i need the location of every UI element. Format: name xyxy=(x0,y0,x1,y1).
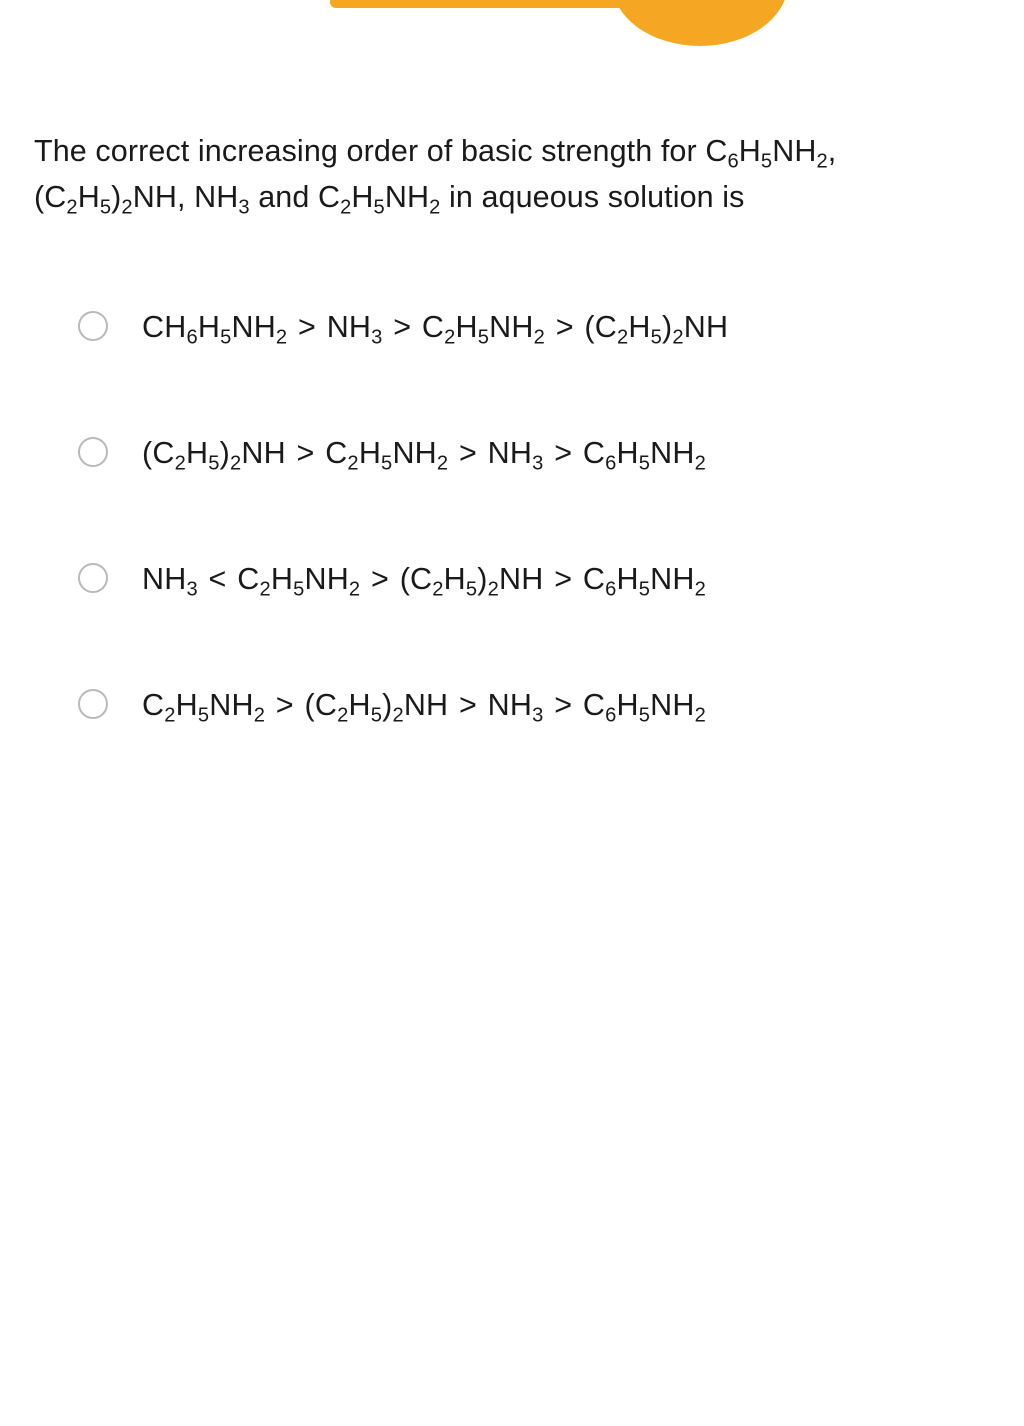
option-b[interactable] xyxy=(34,431,984,475)
option-c-label: $NH_3 < C_2H_5NH_2 > (C_2H_5)_2NH > C_6H_5NH_2$ xyxy=(142,562,706,601)
option-d[interactable] xyxy=(34,683,984,727)
radio-button-a[interactable] xyxy=(78,311,108,341)
option-d-label: $C_2H_5NH_2 > (C_2H_5)_2NH > NH_3 > C_6H_5NH_2$ xyxy=(142,688,706,727)
option-a-label: $CH_6H_5NH_2 > NH_3 > C_2H_5NH_2 > (C_2H_5)_2NH$ xyxy=(142,309,729,349)
options-list xyxy=(34,305,984,728)
radio-button-d[interactable] xyxy=(78,689,108,719)
question-text: The correct increasing order of basic strength for $C_6H_5NH_2$, $(C_2H_5)_2NH$, $NH_3$ and $C_2H_5NH_2$ in aqueous solution is xyxy=(34,134,837,219)
radio-button-b[interactable] xyxy=(78,437,108,467)
question-content xyxy=(34,128,984,810)
header-circle-decoration xyxy=(612,0,788,46)
option-a[interactable] xyxy=(34,305,984,349)
radio-button-c[interactable] xyxy=(78,563,108,593)
option-c[interactable] xyxy=(34,557,984,601)
option-b-label: $(C_2H_5)_2NH > C_2H_5NH_2 > NH_3 > C_6H_5NH_2$ xyxy=(142,435,706,475)
